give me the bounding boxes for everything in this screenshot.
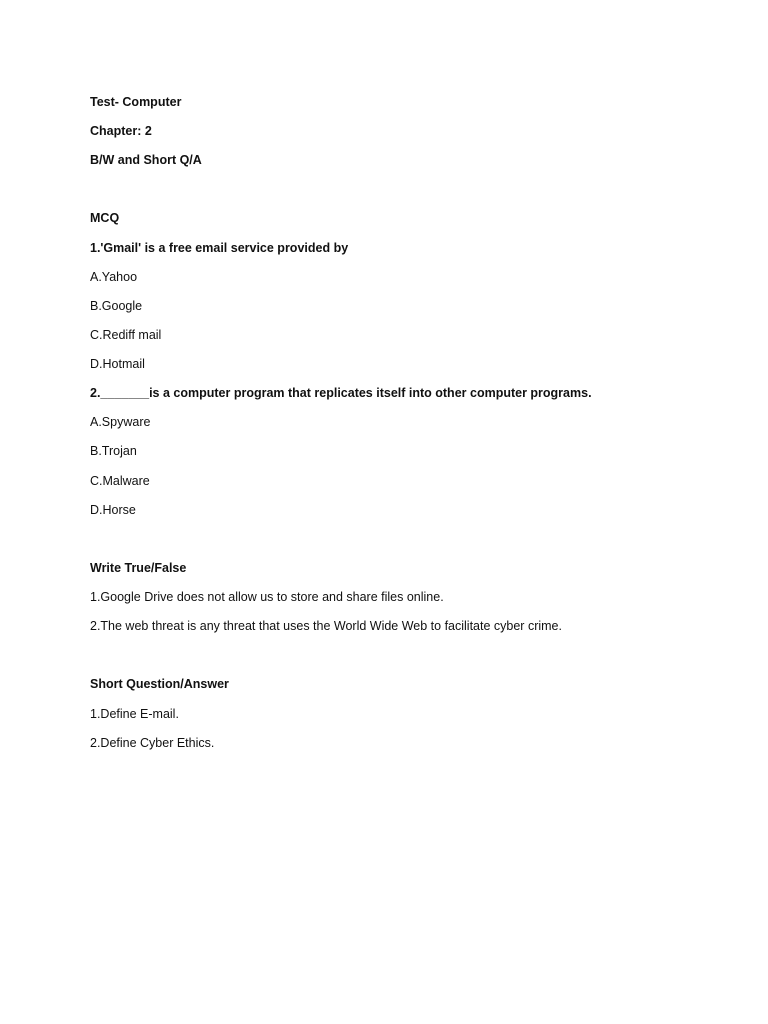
true-false-item-1: 1.Google Drive does not allow us to store and share files online. bbox=[90, 590, 444, 604]
mcq-question-2: 2._______is a computer program that replicates itself into other computer programs. bbox=[90, 386, 592, 400]
short-qa-item-1: 1.Define E-mail. bbox=[90, 707, 179, 721]
chapter-label: Chapter: 2 bbox=[90, 124, 152, 138]
mcq-q2-option-c: C.Malware bbox=[90, 474, 150, 488]
mcq-q1-option-a: A.Yahoo bbox=[90, 270, 138, 284]
mcq-q1-option-c: C.Rediff mail bbox=[90, 328, 162, 342]
mcq-q2-option-b: B.Trojan bbox=[90, 444, 137, 458]
true-false-heading: Write True/False bbox=[90, 561, 187, 575]
test-title: Test- Computer bbox=[90, 95, 182, 109]
mcq-q1-option-d: D.Hotmail bbox=[90, 357, 145, 371]
true-false-item-2: 2.The web threat is any threat that uses the World Wide Web to facilitate cyber crime. bbox=[90, 619, 562, 633]
mcq-question-1: 1.'Gmail' is a free email service provided by bbox=[90, 241, 349, 255]
short-qa-item-2: 2.Define Cyber Ethics. bbox=[90, 736, 215, 750]
mcq-q1-option-b: B.Google bbox=[90, 299, 143, 313]
short-qa-heading: Short Question/Answer bbox=[90, 677, 229, 691]
mcq-heading: MCQ bbox=[90, 211, 120, 225]
mcq-q2-option-a: A.Spyware bbox=[90, 415, 151, 429]
mcq-q2-option-d: D.Horse bbox=[90, 503, 136, 517]
section-subtitle: B/W and Short Q/A bbox=[90, 153, 202, 167]
